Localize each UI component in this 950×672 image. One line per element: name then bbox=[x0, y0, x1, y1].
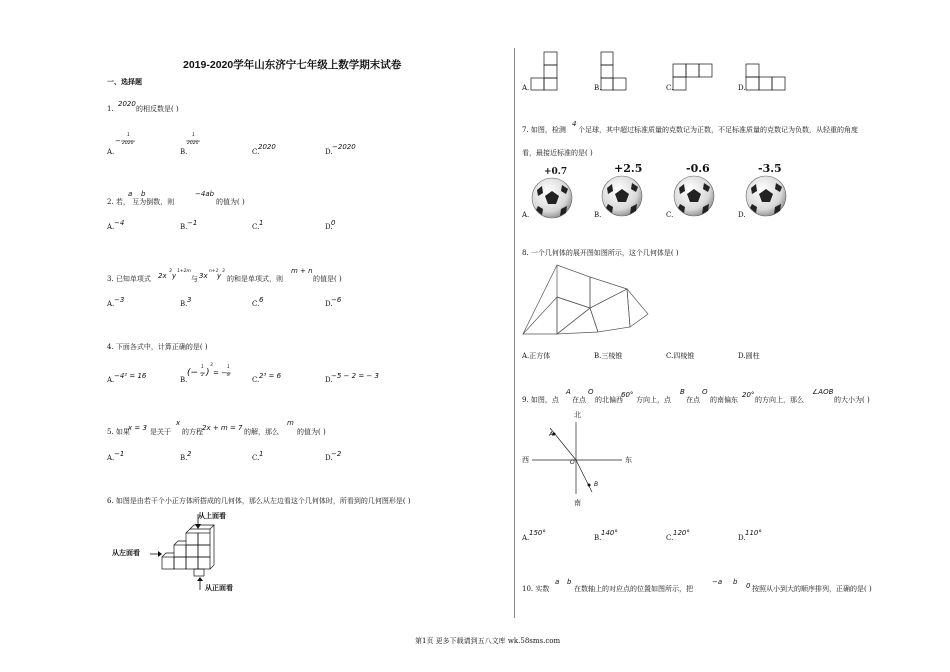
option-a-figure[interactable] bbox=[528, 50, 568, 92]
option-d[interactable]: D. bbox=[325, 376, 333, 384]
ball-label: +0.7 bbox=[544, 167, 568, 177]
option-d-figure[interactable] bbox=[743, 62, 789, 92]
north-label: 北 bbox=[574, 411, 581, 419]
cube-stack-figure bbox=[150, 512, 220, 592]
page-title: 2019-2020学年山东济宁七年级上数学期末试卷 bbox=[183, 59, 402, 71]
option-a[interactable]: A. bbox=[107, 223, 115, 231]
point-a-label: A bbox=[549, 431, 554, 438]
ball-label: +2.5 bbox=[614, 162, 643, 175]
soccer-ball-icon[interactable] bbox=[744, 174, 788, 218]
option-d[interactable]: D. bbox=[325, 148, 333, 156]
option-d[interactable]: D.圆柱 bbox=[738, 352, 760, 360]
label-left-view: 从左面看 bbox=[112, 550, 140, 557]
option-b[interactable]: B. bbox=[180, 223, 188, 231]
option-a[interactable]: A. bbox=[522, 211, 530, 219]
soccer-ball-icon[interactable] bbox=[600, 174, 644, 218]
option-b[interactable]: B. bbox=[594, 534, 602, 542]
math-expr: 2020 bbox=[118, 100, 136, 108]
option-b[interactable]: B. bbox=[180, 454, 188, 462]
option-a[interactable]: A. bbox=[107, 148, 115, 156]
option-c[interactable]: C.四棱锥 bbox=[666, 352, 695, 360]
section-heading: 一、选择题 bbox=[107, 79, 142, 86]
option-d[interactable]: D. bbox=[325, 223, 333, 231]
option-d[interactable]: D. bbox=[325, 300, 333, 308]
ball-label: -0.6 bbox=[686, 162, 710, 175]
option-d[interactable]: D. bbox=[738, 534, 746, 542]
point-o-label: O bbox=[570, 459, 575, 466]
option-d[interactable]: D. bbox=[325, 454, 333, 462]
option-c[interactable]: C. bbox=[666, 534, 674, 542]
west-label: 西 bbox=[522, 456, 529, 464]
compass-figure bbox=[520, 412, 640, 512]
option-c[interactable]: C. bbox=[252, 223, 260, 231]
net-figure bbox=[520, 262, 650, 340]
option-c[interactable]: C. bbox=[252, 300, 260, 308]
option-c[interactable]: C. bbox=[666, 211, 674, 219]
fraction-bar bbox=[186, 140, 202, 142]
fraction-bar bbox=[121, 140, 137, 142]
option-c[interactable]: C. bbox=[666, 84, 674, 92]
south-label: 南 bbox=[574, 499, 581, 507]
option-a[interactable]: A. bbox=[107, 454, 115, 462]
option-d[interactable]: D. bbox=[738, 211, 746, 219]
label-front-view: 从正面看 bbox=[205, 585, 233, 592]
page-footer: 第1页 更多下载请到五八文库 wk.58sms.com bbox=[415, 637, 561, 645]
east-label: 东 bbox=[625, 456, 632, 464]
option-c[interactable]: C. bbox=[252, 148, 260, 156]
fraction-bar bbox=[226, 372, 232, 374]
soccer-ball-icon[interactable] bbox=[530, 176, 574, 220]
option-a[interactable]: A. bbox=[107, 376, 115, 384]
option-b[interactable]: B. bbox=[594, 211, 602, 219]
option-c-figure[interactable] bbox=[670, 62, 716, 92]
option-a[interactable]: A.正方体 bbox=[522, 352, 551, 360]
option-a[interactable]: A. bbox=[107, 300, 115, 308]
column-divider bbox=[514, 48, 515, 618]
option-b[interactable]: B. bbox=[594, 84, 602, 92]
option-c[interactable]: C. bbox=[252, 454, 260, 462]
option-b[interactable]: B.三棱锥 bbox=[594, 352, 623, 360]
point-b-label: B bbox=[594, 481, 599, 488]
option-c[interactable]: C. bbox=[252, 376, 260, 384]
option-b-figure[interactable] bbox=[598, 50, 638, 92]
option-d[interactable]: D. bbox=[738, 84, 746, 92]
soccer-ball-icon[interactable] bbox=[672, 174, 716, 218]
ball-label: -3.5 bbox=[758, 162, 782, 175]
option-b[interactable]: B. bbox=[180, 376, 188, 384]
option-b[interactable]: B. bbox=[180, 300, 188, 308]
option-b[interactable]: B. bbox=[180, 148, 188, 156]
option-a[interactable]: A. bbox=[522, 84, 530, 92]
label-top-view: 从上面看 bbox=[198, 513, 226, 520]
option-a[interactable]: A. bbox=[522, 534, 530, 542]
